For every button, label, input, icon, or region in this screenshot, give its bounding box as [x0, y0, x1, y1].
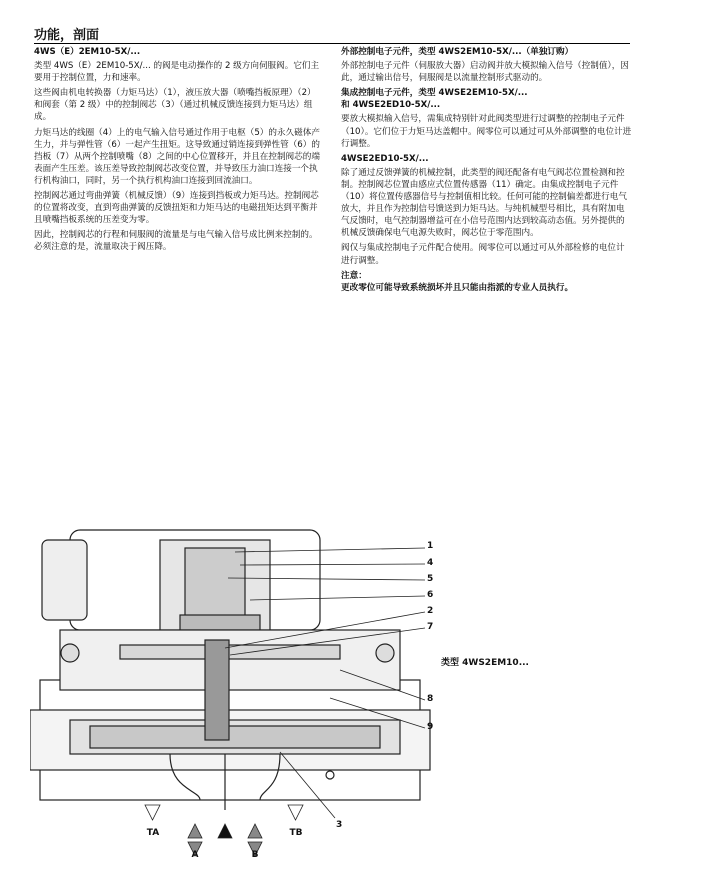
callout-number: 1 [427, 541, 434, 551]
right-heading-2a: 集成控制电子元件，类型 4WSE2EM10-5X/... [341, 88, 528, 99]
left-paragraph: 类型 4WS（E）2EM10-5X/... 的阀是电动操作的 2 级方向伺服阀。它们主要用于控制位置，力和速率。 [34, 61, 320, 84]
right-heading-3: 4WSE2ED10-5X/... [341, 153, 429, 164]
right-column [341, 46, 633, 296]
port-label-a: A [191, 850, 199, 860]
right-paragraph: 要放大模拟输入信号，需集成特别针对此阀类型进行过调整的控制电子元件（10）。它们位于力矩马达盖帽中。阀零位可以通过可从外部调整的电位计进行调整。 [341, 114, 632, 149]
port-label-b: B [251, 850, 259, 860]
left-paragraph: 力矩马达的线圈（4）上的电气输入信号通过作用于电枢（5）的永久磁体产生力，并与弹性管（6）一起产生扭矩。这导致通过销连接到弹性管（6）的挡板（7）从两个控制喷嘴（8）之间的中心位置移开，并且在控制阀芯的端表面产生压差。该压差导致控制阀芯改变位置，并导致压力油口连接一个执行机构油口，同时，另一个执行机构油口连接到回流油口。 [34, 127, 320, 186]
left-heading: 4WS（E）2EM10-5X/... [34, 47, 141, 57]
valve-cross-section [30, 520, 510, 870]
callout-number: 6 [427, 590, 434, 600]
callout-number: 9 [427, 722, 434, 732]
page-title: 功能，剖面 [34, 28, 100, 43]
right-heading-1: 外部控制电子元件，类型 4WS2EM10-5X/...（单独订购） [341, 47, 574, 57]
callout-number: 5 [427, 574, 434, 584]
left-paragraph: 因此，控制阀芯的行程和伺服阀的流量是与电气输入信号成比例来控制的。必须注意的是，流量取决于阀压降。 [34, 230, 318, 253]
port-label-ta: TA [146, 828, 160, 838]
port-label-tb: TB [289, 828, 303, 838]
left-column [34, 46, 324, 257]
right-paragraph: 阀仅与集成控制电子元件配合使用。阀零位可以通过可从外部检修的电位计进行调整。 [341, 243, 625, 266]
diagram-type-label: 类型 4WS2EM10... [441, 658, 529, 668]
left-paragraph: 这些阀由机电转换器（力矩马达）（1），液压放大器（喷嘴挡板原理）（2）和阀套（第 2 级）中的控制阀芯（3）（通过机械反馈连接到力矩马达）组成。 [34, 88, 316, 123]
callout-number: 2 [427, 606, 434, 616]
left-paragraph: 控制阀芯通过弯曲弹簧（机械反馈）（9）连接到挡板或力矩马达。控制阀芯的位置将改变，直到弯曲弹簧的反馈扭矩和力矩马达的电磁扭矩达到平衡并且喷嘴挡板系统的压差变为零。 [34, 191, 319, 226]
callout-number: 4 [427, 558, 434, 568]
right-heading-2b: 和 4WSE2ED10-5X/... [341, 100, 441, 111]
right-paragraph: 除了通过反馈弹簧的机械控制，此类型的阀还配备有电气阀芯位置检测和控制。控制阀芯位置由感应式位置传感器（11）确定。由集成控制电子元件（10）将位置传感器信号与控制值相比较。任何可能的控制偏差都进行电气放大，并且作为控制信号馈送到力矩马达。与纯机械型号相比，具有附加电气反馈时，电气控制器增益可在小信号范围内达到较高动态值。另外提供的机械反馈确保电气电源失败时，阀芯位于零范围内。 [341, 167, 627, 239]
callout-number: 3 [336, 820, 343, 830]
title-rule [34, 43, 630, 44]
note-text: 更改零位可能导致系统损坏并且只能由指派的专业人员执行。 [341, 282, 574, 293]
callout-number: 7 [427, 622, 434, 632]
note-label: 注意： [341, 270, 367, 281]
port-label-p: P [221, 828, 229, 838]
callout-number: 8 [427, 694, 434, 704]
right-paragraph: 外部控制电子元件（伺服放大器）启动阀并放大模拟输入信号（控制值），因此，通过输出信号，伺服阀是以流量控制形式驱动的。 [341, 61, 629, 84]
